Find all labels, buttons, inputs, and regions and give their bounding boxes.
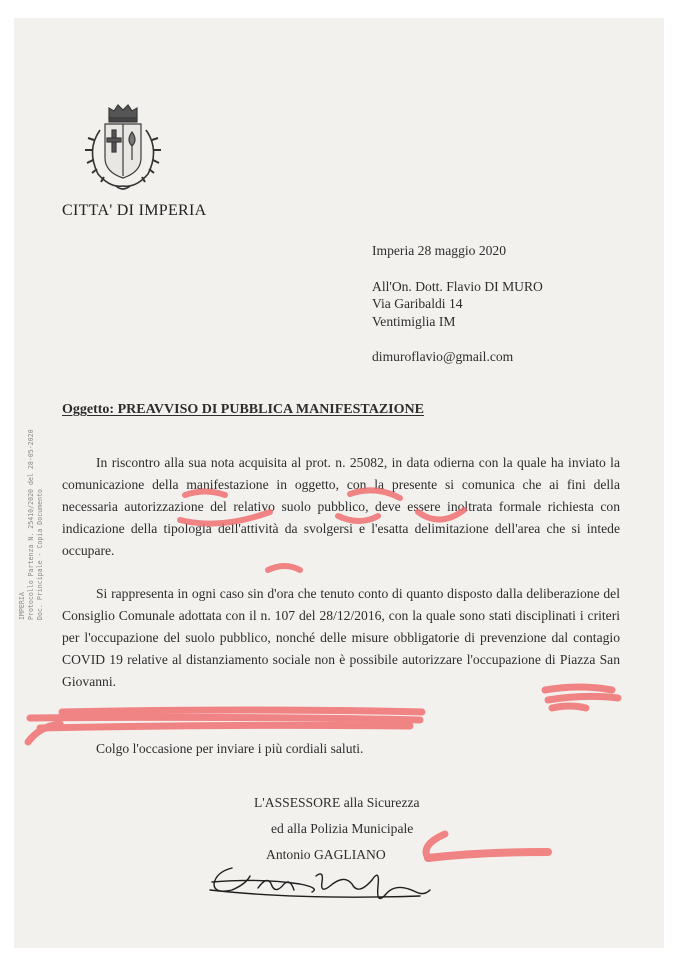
city-name: CITTA' DI IMPERIA xyxy=(62,202,207,219)
recipient-name: All'On. Dott. Flavio DI MURO xyxy=(372,279,543,294)
highlight-stroke xyxy=(338,516,378,521)
highlight-stroke xyxy=(350,490,400,498)
highlight-stroke xyxy=(28,724,60,742)
recipient-street: Via Garibaldi 14 xyxy=(372,296,463,311)
recipient-city: Ventimiglia IM xyxy=(372,314,456,329)
body-paragraph-1: In riscontro alla sua nota acquisita al prot. n. 25082, in data odierna con la quale ha inviato la comunicazione della manifestazione in oggetto, con la presente si comunica che ai fini della necessaria autorizzazione del relativo suolo pubblico, deve essere inoltrata formale richiesta con indicazione della tipologia dell'attività da svolgersi e l'esatta delimitazione dell'area che si intede occupare. xyxy=(62,455,620,558)
highlight-stroke xyxy=(30,717,420,720)
highlight-stroke xyxy=(180,512,270,524)
letter-date: Imperia 28 maggio 2020 xyxy=(372,243,507,258)
highlight-stroke xyxy=(418,510,464,520)
highlight-stroke xyxy=(185,492,225,496)
highlight-stroke xyxy=(545,687,612,690)
signatory-title: L'ASSESSORE alla Sicurezza xyxy=(254,795,420,810)
highlight-stroke xyxy=(40,725,410,728)
body-paragraph-2: Si rappresenta in ogni caso sin d'ora che tenuto conto di quanto disposto dalla deliberazione del Consiglio Comunale adottata con il n. 107 del 28/12/2016, con la quale sono stati disciplinati i criteri per l'occupazione del suolo pubblico, nonché delle misure obbligatorie di prevenzione dal contagio COVID 19 relative al distanziamento sociale non è possibile autorizzare l'occupazione di Piazza San Giovanni. xyxy=(62,586,620,689)
highlight-stroke xyxy=(548,696,618,700)
closing-line: Colgo l'occasione per inviare i più cordiali saluti. xyxy=(96,741,364,756)
recipient-email: dimuroflavio@gmail.com xyxy=(372,349,514,364)
letter-subject: Oggetto: PREAVVISO DI PUBBLICA MANIFESTAZIONE xyxy=(62,402,424,417)
protocol-stamp: IMPERIA Protocollo Partenza N. 25410/2020 del 28-05-2020 Doc. Principale - Copia Documento xyxy=(18,429,44,620)
signatory-department: ed alla Polizia Municipale xyxy=(271,821,414,836)
highlight-stroke xyxy=(428,852,548,858)
signatory-name: Antonio GAGLIANO xyxy=(266,847,386,862)
highlight-stroke xyxy=(268,566,300,570)
highlight-stroke xyxy=(62,710,422,712)
highlight-stroke xyxy=(552,706,586,708)
